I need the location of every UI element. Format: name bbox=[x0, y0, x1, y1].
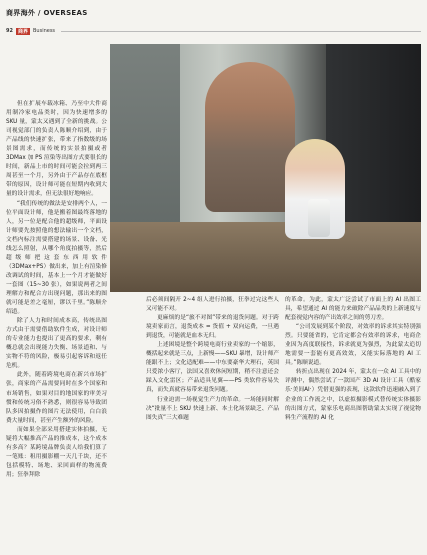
paragraph: 后必须间隔开 2~4 组人进行拍摄，狂拳过完这些人又可能不对。 bbox=[146, 297, 279, 313]
paragraph: “我们传统的做法是安排两个人，一位平面设计师，他是搬着图最终落地的人，另一位是配合他的超级师，平面设计师要先按照他的想法输出一个文档，文档内标注需要搭建的场景、设备、光线怎么照射，从哪个角度拍摄等，然后超级师把这套东西用软件（3DMax+PS）做出来，加上有渲染修改调试的时间，基本上一个月才能做好一套图（15~30 张），如果说两者之间理解方和配合方出现问题，那出来的图就可能是差之毫厘，谬以千里。”陈顺介绍道。 bbox=[6, 200, 107, 316]
page-header bbox=[6, 8, 421, 18]
paragraph: 除了人力和时间成本高，传统出图方式由于需要借助软件生成，对设计师的专业能力也提出了更高的要求，剩有概总就会出现能力失衡、场景道和、与实物不符的风险，极易引起客诉和返任危机。 bbox=[6, 318, 107, 370]
woman-figure bbox=[205, 62, 295, 212]
column-name: Business bbox=[32, 28, 56, 34]
paragraph: 转折点出现在 2024 年，蒙太在一众 AI 工具中的评测中，偶然尝试了一款国产 3D AI 设计工具（酷家乐·美间AI·）凭借更强的表现，这款软件迅速融入到了企业的工作流之中，以虚拟摄影模式替传统实体摄影的出图方式，蒙家乐电商出图帮助蒙太实现了视觉物料生产流程的 AI 化 bbox=[285, 369, 421, 421]
text-column-1 bbox=[6, 100, 107, 480]
paragraph: 上述困境是整个跨境电商行业卖家的一个缩影，概括起来就是三点，上新慢——SKU 暴增，设计师产能跟不上；文化适配难——中东要豪华大理石，英国只爱浓小客厅，法国又喜欢休闲短期，稍不注意还会踩入文化雷区；产品适具见翼——PS 类软件容易失真，而失真就容易带来退货问题。 bbox=[146, 342, 279, 394]
blender-shape bbox=[308, 199, 330, 237]
paragraph: 更麻烦的是“旅不对图”带来的退货问题。对于跨境卖家而言，退货成本 = 货值 + 双向运费，一旦遇到退货，可能就是血本无归。 bbox=[146, 315, 279, 340]
running-header bbox=[6, 26, 421, 36]
text-column-3 bbox=[285, 296, 421, 423]
paragraph: “公司发展到某个阶段，对效率的诉求其实特别强烈。只要能省的，它肯定都会有效率的诉求，电商企业因为高度联接性，诉求就更为强烈，为此蒙太追切地需要一套能有更高效效，又能实际落地的 AI 工具。”陈顺说道。 bbox=[285, 324, 421, 367]
counter-shape bbox=[110, 222, 421, 292]
text-column-2 bbox=[146, 296, 279, 423]
page-number: 92 bbox=[6, 28, 13, 34]
paragraph: 而如果全部采用搭建实体拍摄，无疑将大幅推高产品的推成本，这个成本有多高？某跨境品牌负责人给我们算了一笔账：租用摄影棚一天几千块，还不包括模特、场地、采回面样的物流费用；狂拳拜除 bbox=[6, 426, 107, 478]
paragraph: 行业迫需一场视觉生产力的革命。一场能同时解决“批量不上 SKU 快速上新、本土化场景缺乏、产品图失真”三大难题 bbox=[146, 396, 279, 421]
article-photo bbox=[110, 44, 421, 292]
magazine-name: 商界 bbox=[17, 28, 28, 35]
header-rule bbox=[61, 31, 421, 32]
paragraph: 此外，随着跨境电商在新兴市场扩张，商家的产品需要同时在多个国家和市场销售，如果对目的地国家的审美习惯和传统习俗不熟悉，则很容易导致团队多因拍摄作的图片无法使用，白白浪费大量时间，甚至产生额外的风险。 bbox=[6, 372, 107, 424]
paragraph: 但在扩展车载冰箱、乃至中大件商用制冷家电品类时，因为快速增多的 SKU 量，蒙太又遇到了全新的挑战。公司视觉部门的负责人陈顺介绍到，由于产品线的快速扩张，带来了指数级的场景图需求，而传统的实景拍摄或者 3DMax 加 PS 渲染等出图方式要很长的时间，新品上市的时间可能会拉到两三周甚至一个月，另外由于产品存在底框带的原因，设计师可能在短期内收到大量的设计需求，但无法很好地响应。 bbox=[6, 101, 107, 198]
paragraph: 的革命。为此，蒙太广泛尝试了市面上的 AI 出图工具，希望通过 AI 的能力来破除产品品类的上新速度与配套视觉内容的产出效率之间的剪刀差。 bbox=[285, 297, 421, 322]
section-title: 商界海外 / OVERSEAS bbox=[6, 9, 88, 17]
